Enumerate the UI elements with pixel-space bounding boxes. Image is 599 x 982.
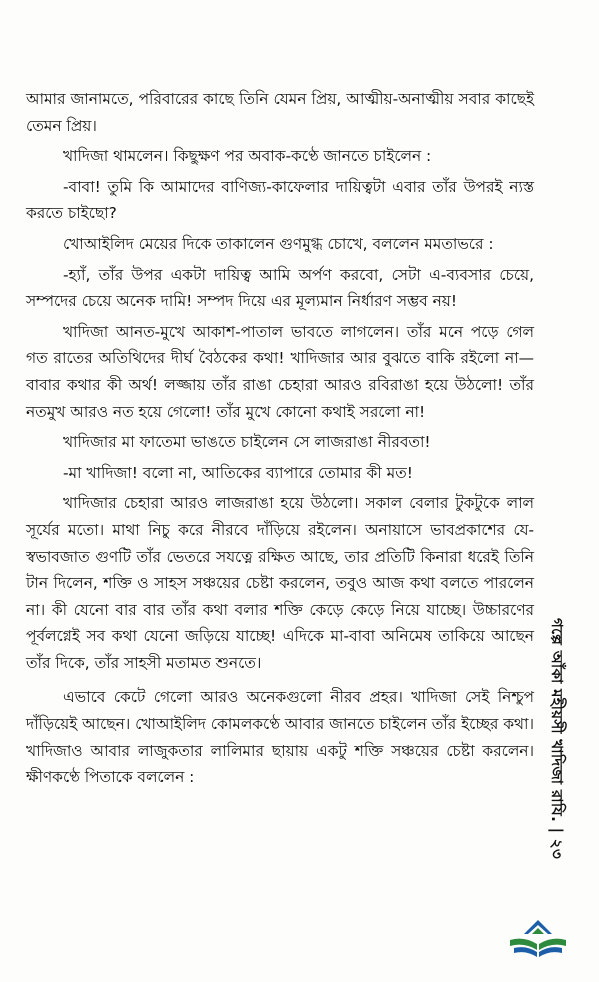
paragraph-7: খাদিজার মা ফাতেমা ভাঙতে চাইলেন সে লাজরাঙা নীরবতা! [62,433,431,452]
paragraph-6: খাদিজা আনত-মুখে আকাশ-পাতাল ভাবতে লাগলেন। তাঁর মনে পড়ে গেল গত রাতের অতিথিদের দীর্ঘ বৈঠকের কথা! খাদিজার আর বুঝতে বাকি রইলো না— বাবার কথার কী অর্থ! লজ্জায় তাঁর রাঙা চেহারা আরও রবিরাঙা হয়ে উঠলো! তাঁর নতমুখ আরও নত হয়ে গেলো! তাঁর মুখে কোনো কথাই সরলো না! [26,322,534,421]
logo-page-left-2 [514,947,537,957]
paragraph-3: -বাবা! তুমি কি আমাদের বাণিজ্য-কাফেলার দায়িত্বটা এবার তাঁর উপরই ন্যস্ত করতে চাইছো? [26,177,534,223]
paragraph-2: খাদিজা থামলেন। কিছুক্ষণ পর অবাক-কণ্ঠে জানতে চাইলেন : [62,147,432,166]
paragraph-1: আমার জানামতে, পরিবারের কাছে তিনি যেমন প্রিয়, আত্মীয়-অনাত্মীয় সবার কাছেই তেমন প্রিয়। [26,90,534,135]
logo-page-right-2 [539,947,562,957]
logo-roof-inner [532,928,544,934]
paragraph-5: -হ্যাঁ, তাঁর উপর একটা দায়িত্ব আমি অর্পণ করবো, সেটা এ-ব্যবসার চেয়ে, সম্পদের চেয়ে অনেক দামি! সম্পদ দিয়ে এর মূল্যমান নির্ধারণ সম্ভব নয়! [26,265,534,311]
paragraph-10: এভাবে কেটে গেলো আরও অনেকগুলো নীরব প্রহর। খাদিজা সেই নিশ্চুপ দাঁড়িয়েই আছেন। খোআইলিদ কোমলকণ্ঠে আবার জানতে চাইলেন তাঁর ইচ্ছের কথা। খাদিজাও আবার লাজুকতার লালিমার ছায়ায় একটু শক্তি সঞ্চয়ের চেষ্টা করলেন। ক্ষীণকণ্ঠে পিতাকে বললেন : [26,688,534,787]
paragraph-4: খোআইলিদ মেয়ের দিকে তাকালেন গুণমুগ্ধ চোখে, বললেন মমতাভরে : [62,234,494,253]
paragraph-8: -মা খাদিজা! বলো না, আতিকের ব্যাপারে তোমার কী মত! [62,463,413,482]
running-header: গল্পে আঁকা মহীয়সী খাদিজা রাযি. | ২৩ [548,618,566,860]
book-logo-icon [506,916,570,964]
paragraph-9: খাদিজার চেহারা আরও লাজরাঙা হয়ে উঠলো। সকাল বেলার টুকটুকে লাল সূর্যের মতো। মাথা নিচু করে নীরবে দাঁড়িয়ে রইলেন। অনায়াসে ভাবপ্রকাশের যে-স্বভাবজাত গুণটি তাঁর ভেতরে সযত্নে রক্ষিত আছে, তার প্রতিটি কিনারা ধরেই তিনি টান দিলেন, শক্তি ও সাহস সঞ্চয়ের চেষ্টা করলেন, তবুও আজ কথা বলতে পারলেন না। কী যেনো বার বার তাঁর কথা বলার শক্তি কেড়ে কেড়ে নিয়ে যাচ্ছে। উচ্চারণের পূর্বলগ্নেই সব কথা যেনো জড়িয়ে যাচ্ছে! এদিকে মা-বাবা অনিমেষ তাকিয়ে আছেন তাঁর দিকে, তাঁর সাহসী মতামত শুনতে। [26,494,534,672]
body-text [26,86,534,795]
